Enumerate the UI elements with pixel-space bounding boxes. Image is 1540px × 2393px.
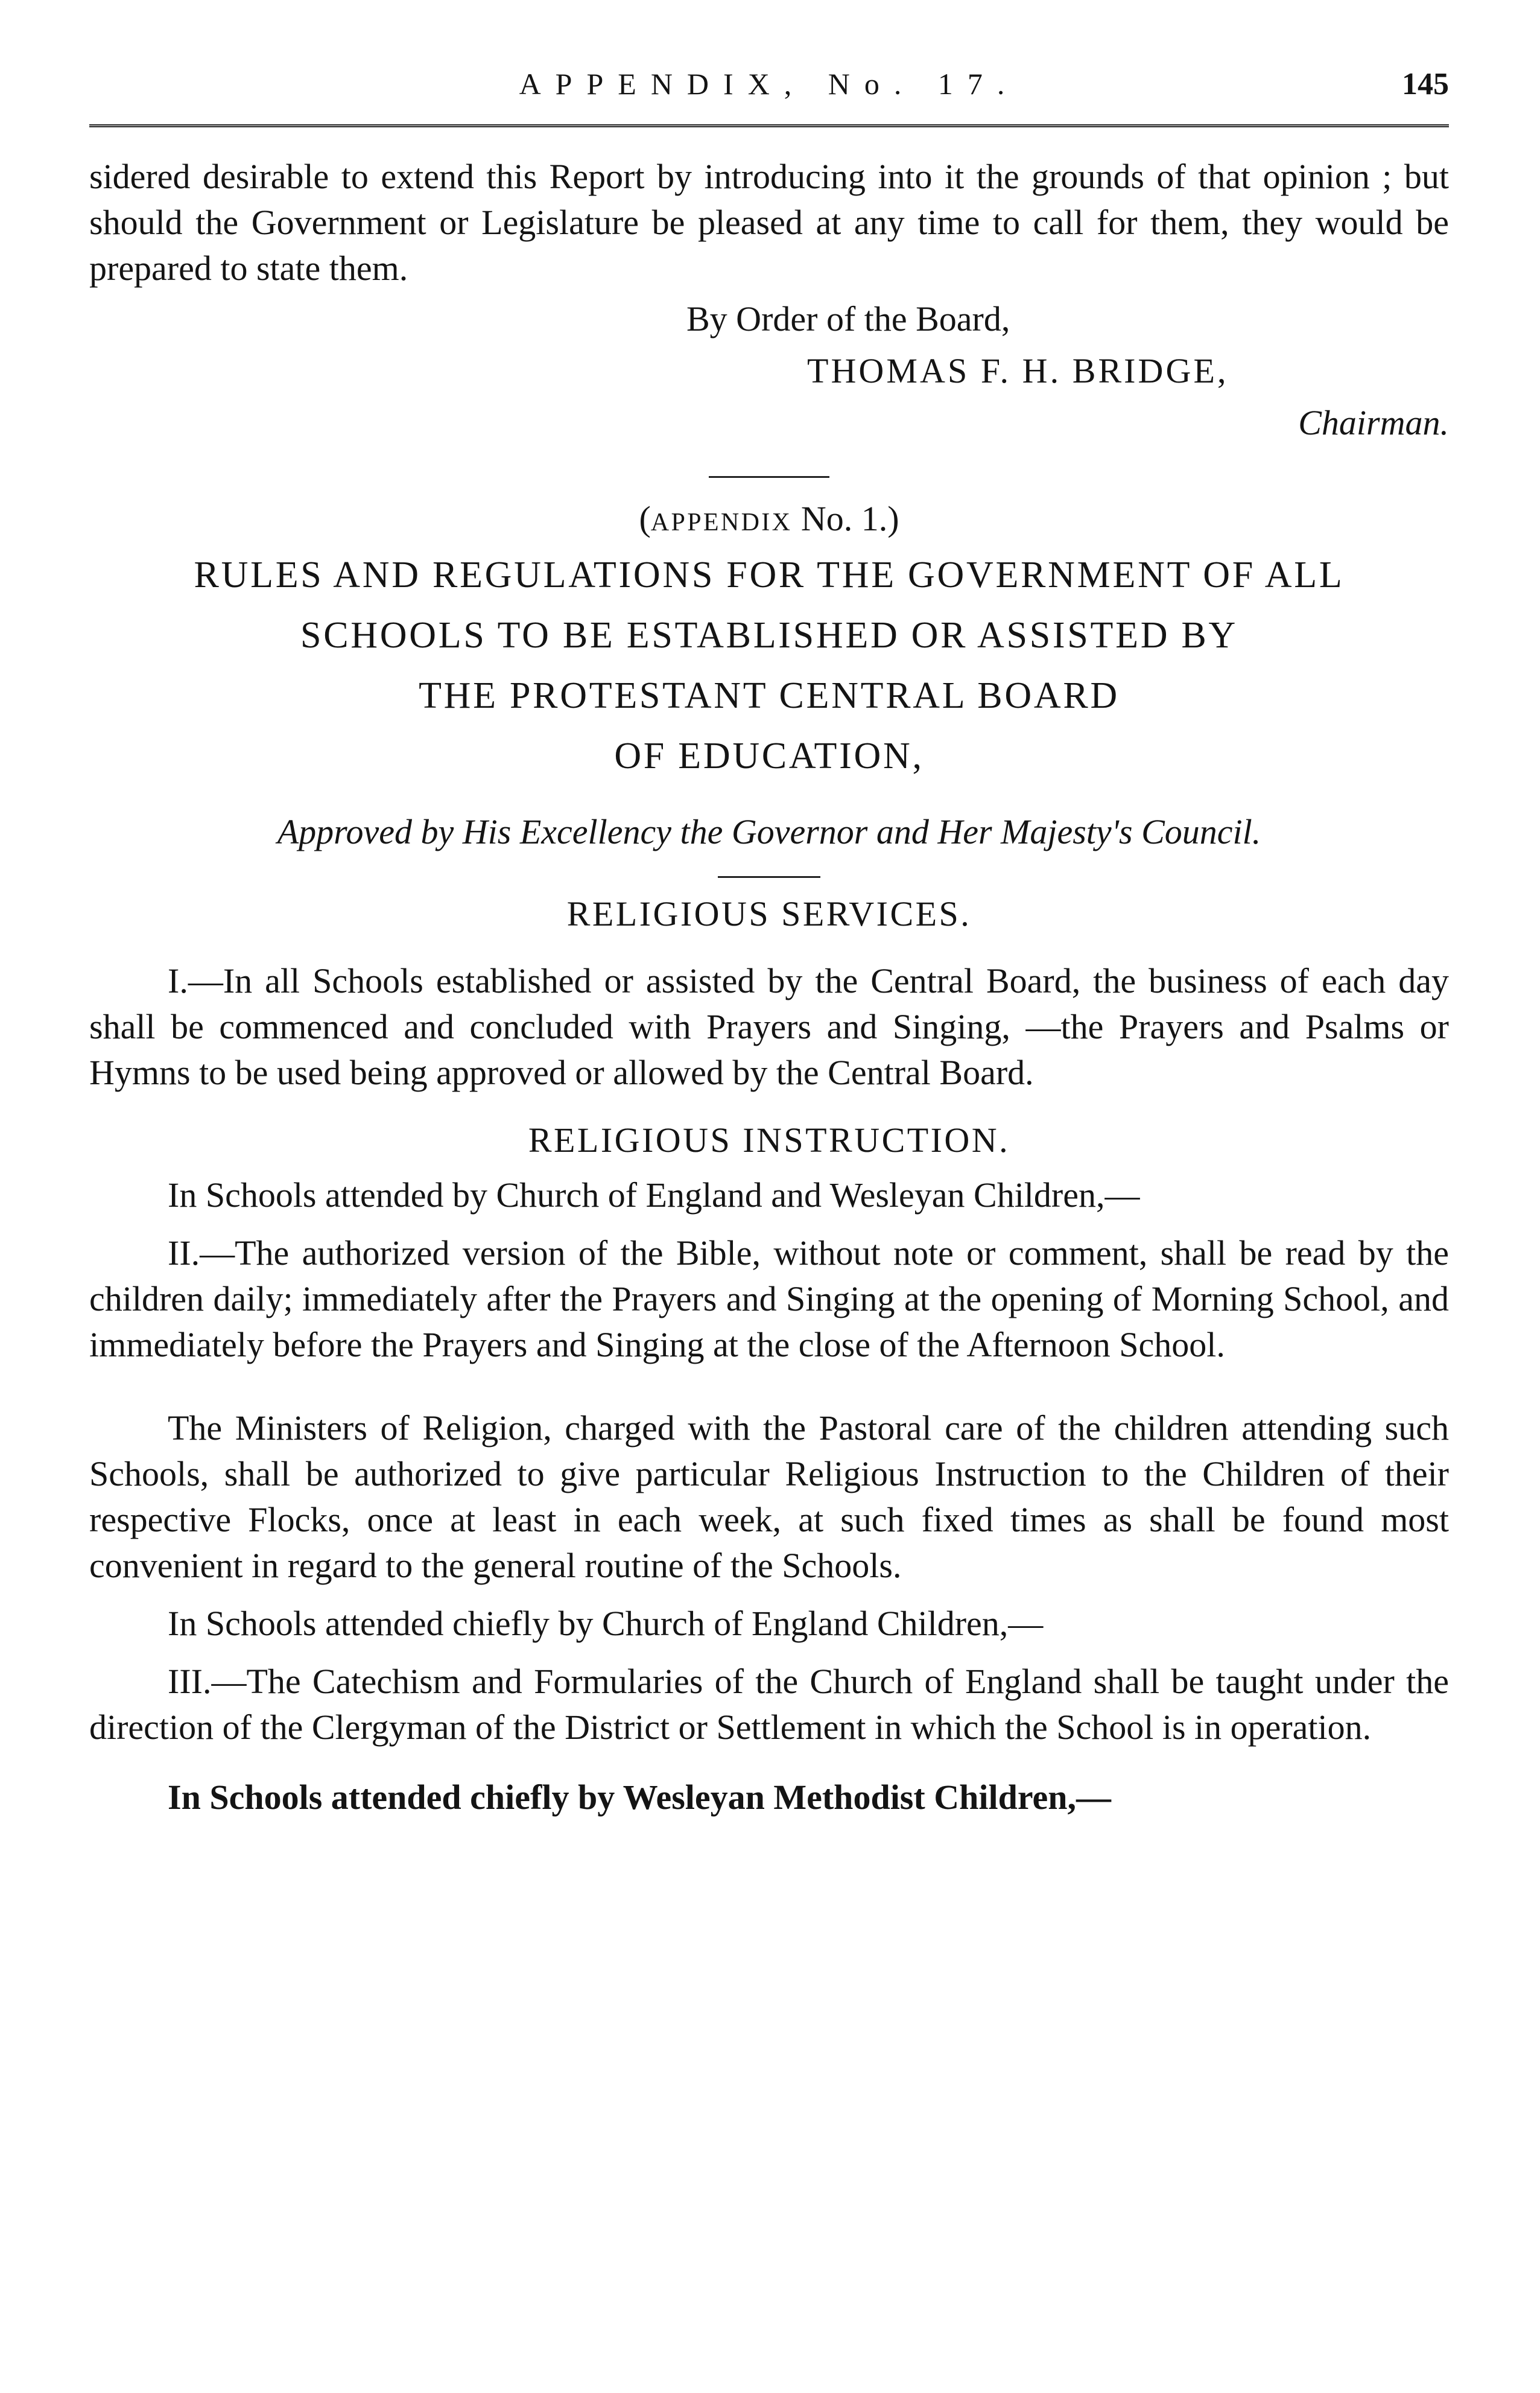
intro-church: In Schools attended chiefly by Church of England Children,— [168, 1604, 1044, 1643]
main-title [89, 545, 1449, 786]
signer-name: THOMAS F. H. BRIDGE, [807, 351, 1229, 390]
running-title: APPENDIX, No. 17. [519, 67, 1019, 101]
opening-paragraph: sidered desirable to extend this Report by introducing into it the grounds of that opinion ; but should the Government or Legislature be pleased at any time to call for them, they would be prepared to state them. [89, 157, 1449, 288]
rule-paragraph-II: II.—The authorized version of the Bible, without note or comment, shall be read by the children daily; immediately after the Prayers and Singing at the opening of Morning School, and immediately before the Prayers and Singing at the close of the Afternoon School. [89, 1233, 1449, 1364]
section-heading-religious-instruction: RELIGIOUS INSTRUCTION. [528, 1120, 1010, 1160]
section-divider [718, 876, 820, 878]
appendix-label [89, 498, 1449, 539]
by-order-line: By Order of the Board, [686, 299, 1010, 338]
appendix-label-prefix: ( [639, 499, 651, 538]
main-title-line: THE PROTESTANT CENTRAL BOARD [419, 675, 1120, 716]
header-rule [89, 124, 1449, 127]
intro-wesleyan: In Schools attended chiefly by Wesleyan Methodist Children,— [168, 1778, 1112, 1817]
page-number: 145 [1402, 67, 1449, 101]
signer-role: Chairman. [1298, 403, 1449, 442]
approved-line: Approved by His Excellency the Governor and Her Majesty's Council. [277, 812, 1261, 851]
intro-church-wesleyan: In Schools attended by Church of England and Wesleyan Children,— [168, 1175, 1140, 1215]
appendix-label-number: No. 1.) [800, 499, 899, 538]
running-header [89, 66, 1449, 121]
main-title-line: SCHOOLS TO BE ESTABLISHED OR ASSISTED BY [300, 615, 1238, 656]
ministers-paragraph: The Ministers of Religion, charged with the Pastoral care of the children attending such Schools, shall be authorized to give particular Religious Instruction to the Children of their respective Flocks, once at least in each week, at such fixed times as shall be found most convenient in regard to the general routine of the Schools. [89, 1408, 1449, 1585]
section-divider [709, 476, 829, 478]
rule-paragraph-I: I.—In all Schools established or assisted by the Central Board, the business of each day shall be commenced and concluded with Prayers and Singing, —the Prayers and Psalms or Hymns to be used being approved or allowed by the Central Board. [89, 961, 1449, 1092]
document-page [89, 66, 1449, 1820]
appendix-label-word: APPENDIX [650, 509, 793, 536]
main-title-line: OF EDUCATION, [614, 736, 924, 777]
signoff-block [89, 296, 1449, 446]
section-heading-religious-services: RELIGIOUS SERVICES. [566, 894, 972, 933]
rule-paragraph-III: III.—The Catechism and Formularies of the Church of England shall be taught under the direction of the Clergyman of the District or Settlement in which the School is in operation. [89, 1662, 1449, 1747]
main-title-line: RULES AND REGULATIONS FOR THE GOVERNMENT OF ALL [194, 555, 1345, 596]
